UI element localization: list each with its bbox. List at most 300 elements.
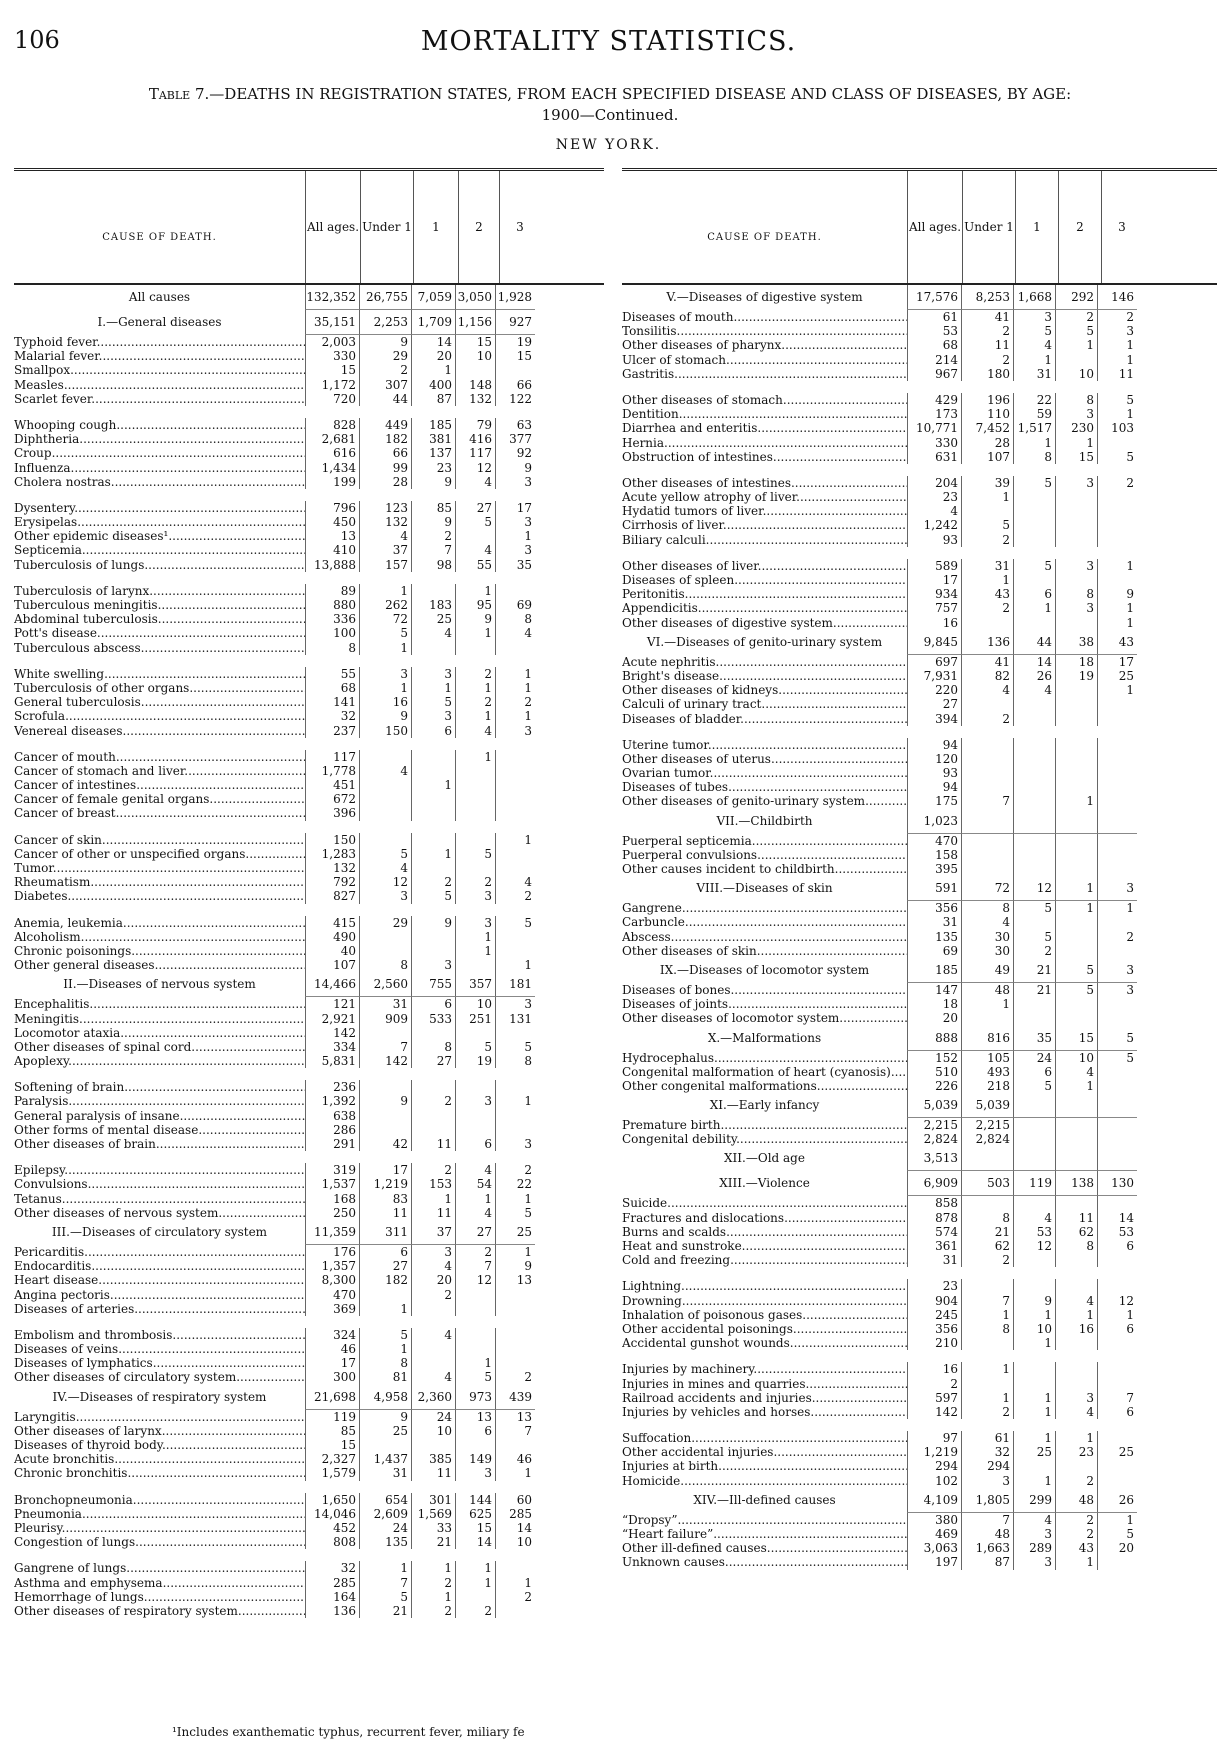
all-ages-cell: 394 [907,712,961,726]
table-row [14,1342,604,1356]
left-col-all-ages: All ages. [305,171,360,283]
age1-cell: 35 [1013,1026,1055,1051]
table-row [14,446,604,460]
all-ages-cell: 1,392 [305,1094,359,1108]
under1-cell: 31 [359,997,411,1011]
age3-cell [1097,1079,1137,1093]
age2-cell: 14 [455,1535,495,1549]
age1-cell: 21 [1013,983,1055,997]
age3-cell: 5 [1097,1527,1137,1541]
age1-cell: 5 [1013,930,1055,944]
age3-cell: 15 [495,349,535,363]
table-row [14,1288,604,1302]
under1-cell [961,1336,1013,1350]
table-row [622,944,1217,958]
all-ages-cell: 85 [305,1424,359,1438]
cause-name: Acute yellow atrophy of liver ..... [622,490,907,504]
age2-cell: 1 [1055,901,1097,915]
under1-cell: 449 [359,418,411,432]
class-total-row [14,1385,604,1410]
age2-cell [1055,353,1097,367]
under1-cell: 61 [961,1431,1013,1445]
under1-cell [359,1288,411,1302]
age1-cell [1013,809,1055,834]
cause-name: Septicemia ..... [14,543,305,557]
left-col-age1: 1 [413,171,458,283]
all-ages-cell: 888 [907,1026,961,1051]
cause-name: Other accidental poisonings ..... [622,1322,907,1336]
age1-cell [1013,780,1055,794]
table-row [14,501,604,515]
all-ages-cell: 1,283 [305,847,359,861]
cause-name: Burns and scalds ..... [622,1225,907,1239]
age1-cell: 6 [411,724,455,738]
age3-cell: 5 [495,1206,535,1220]
age2-cell: 79 [455,418,495,432]
cause-name: Other diseases of stomach ..... [622,393,907,407]
cause-name: Obstruction of intestines ..... [622,450,907,464]
under1-cell: 8 [961,1322,1013,1336]
under1-cell: 2,609 [359,1507,411,1521]
table-row [14,847,604,861]
age2-cell [1055,780,1097,794]
age2-cell: 2 [455,1245,495,1259]
age1-cell [411,641,455,655]
under1-cell: 7,452 [961,421,1013,435]
under1-cell [961,834,1013,848]
age3-cell: 8 [495,1054,535,1068]
cause-name: Congenital debility ..... [622,1132,907,1146]
cause-name: Other diseases of digestive system ..... [622,616,907,630]
age3-cell: 7 [1097,1391,1137,1405]
under1-cell: 1 [961,997,1013,1011]
class-total-row [622,630,1217,655]
all-ages-cell: 1,537 [305,1177,359,1191]
all-ages-cell: 8 [305,641,359,655]
under1-cell: 66 [359,446,411,460]
age3-cell: 20 [1097,1541,1137,1555]
age3-cell [495,1080,535,1094]
table-row [14,806,604,820]
all-ages-cell: 119 [305,1410,359,1424]
age3-cell: 2 [495,1590,535,1604]
table-title-text: —DEATHS IN REGISTRATION STATES, FROM EACH SPECIFIED DISEASE AND CLASS OF DISEASES, BY AGE: [209,85,1072,103]
cause-name: Other forms of mental disease ..... [14,1123,305,1137]
age3-cell [1097,944,1137,958]
table-row [622,1239,1217,1253]
cause-name: Tetanus ..... [14,1192,305,1206]
all-ages-cell: 40 [305,944,359,958]
table-row [14,764,604,778]
all-ages-cell: 7,931 [907,669,961,683]
all-ages-cell: 361 [907,1239,961,1253]
under1-cell [961,780,1013,794]
under1-cell: 32 [961,1445,1013,1459]
age3-cell [1097,752,1137,766]
cause-name: Biliary calculi ..... [622,533,907,547]
age2-cell: 3 [455,916,495,930]
age1-cell [411,1342,455,1356]
age2-cell: 625 [455,1507,495,1521]
age2-cell [1055,504,1097,518]
under1-cell: 5 [359,626,411,640]
cause-name: Injuries at birth ..... [622,1459,907,1473]
all-ages-cell: 616 [305,446,359,460]
all-ages-cell: 967 [907,367,961,381]
table-row [622,1196,1217,1210]
under1-cell: 72 [359,612,411,626]
all-ages-cell: 31 [907,915,961,929]
age1-cell: 5 [1013,559,1055,573]
all-ages-cell: 23 [907,490,961,504]
under1-cell: 2 [961,324,1013,338]
under1-cell: 9 [359,709,411,723]
class-total-row [14,972,604,997]
all-ages-cell: 136 [305,1604,359,1618]
age2-cell: 4 [455,724,495,738]
age3-cell: 439 [495,1385,535,1410]
age1-cell: 3 [411,1245,455,1259]
under1-cell: 307 [359,378,411,392]
all-ages-cell: 878 [907,1211,961,1225]
age1-cell: 33 [411,1521,455,1535]
age3-cell [1097,1011,1137,1025]
age1-cell: 24 [411,1410,455,1424]
table-row [622,436,1217,450]
table-row [14,709,604,723]
age3-cell [495,1604,535,1618]
all-ages-cell: 15 [305,363,359,377]
all-ages-cell: 53 [907,324,961,338]
all-ages-cell: 757 [907,601,961,615]
cause-name: Other diseases of liver ..... [622,559,907,573]
under1-cell: 2,824 [961,1132,1013,1146]
table-row [14,641,604,655]
table-row [14,1521,604,1535]
cause-name: Uterine tumor ..... [622,738,907,752]
age1-cell: 1 [1013,353,1055,367]
age1-cell: 26 [1013,669,1055,683]
under1-cell [961,1196,1013,1210]
age2-cell [1055,1093,1097,1118]
age2-cell [1055,930,1097,944]
row-gap [14,489,604,501]
age1-cell: 5 [1013,1079,1055,1093]
age3-cell: 46 [495,1452,535,1466]
age1-cell: 85 [411,501,455,515]
age1-cell [1013,1146,1055,1171]
cause-name: Locomotor ataxia ..... [14,1026,305,1040]
age1-cell: 183 [411,598,455,612]
cause-name: Diseases of veins ..... [14,1342,305,1356]
cause-name: Diseases of tubes ..... [622,780,907,794]
table-row [14,543,604,557]
all-ages-cell: 631 [907,450,961,464]
age3-cell: 3 [495,997,535,1011]
table-row [622,930,1217,944]
all-ages-cell: 597 [907,1391,961,1405]
age2-cell [455,1288,495,1302]
age1-cell: 5 [1013,476,1055,490]
age1-cell [411,833,455,847]
cause-name: Tuberculosis of other organs ..... [14,681,305,695]
table-row [622,752,1217,766]
age3-cell: 14 [495,1521,535,1535]
age3-cell [1097,504,1137,518]
under1-cell: 2 [961,353,1013,367]
age1-cell [411,1302,455,1316]
age2-cell [1055,573,1097,587]
age1-cell: 10 [1013,1322,1055,1336]
cause-name: Other congenital malformations ..... [622,1079,907,1093]
row-gap [622,1419,1217,1431]
table-row [14,1192,604,1206]
all-ages-cell: 135 [907,930,961,944]
table-row [14,612,604,626]
age2-cell: 1 [455,681,495,695]
all-ages-cell: 69 [907,944,961,958]
table-row [622,338,1217,352]
table-row [622,1405,1217,1419]
age1-cell: 400 [411,378,455,392]
table-row [14,889,604,903]
all-ages-cell: 1,357 [305,1259,359,1273]
left-col-under1: Under 1 [360,171,413,283]
all-ages-cell: 356 [907,901,961,915]
cause-name: XIV.—Ill-defined causes [693,1492,836,1507]
table-row [622,834,1217,848]
age1-cell: 3 [1013,1527,1055,1541]
age3-cell: 3 [495,515,535,529]
cause-name: Softening of brain ..... [14,1080,305,1094]
all-ages-cell: 591 [907,876,961,901]
cause-name: Railroad accidents and injuries ..... [622,1391,907,1405]
age1-cell [1013,518,1055,532]
age3-cell [1097,1279,1137,1293]
row-gap [14,1151,604,1163]
table-row [622,407,1217,421]
age3-cell: 1 [1097,616,1137,630]
all-ages-cell: 1,242 [907,518,961,532]
row-gap [622,547,1217,559]
age2-cell [1055,518,1097,532]
all-ages-cell: 68 [907,338,961,352]
age2-cell: 15 [455,1521,495,1535]
cause-name: Heat and sunstroke ..... [622,1239,907,1253]
age3-cell [1097,738,1137,752]
table-row [622,616,1217,630]
age3-cell: 9 [495,461,535,475]
all-ages-cell: 132,352 [305,285,359,310]
right-table-body [622,285,1217,1570]
all-ages-cell: 93 [907,533,961,547]
age2-cell: 2 [455,667,495,681]
age1-cell: 24 [1013,1051,1055,1065]
under1-cell: 30 [961,944,1013,958]
all-ages-cell: 210 [907,1336,961,1350]
cause-name: Diseases of joints ..... [622,997,907,1011]
age3-cell [1097,1555,1137,1569]
all-ages-cell: 97 [907,1431,961,1445]
row-gap [14,655,604,667]
cause-name: Tuberculous abscess ..... [14,641,305,655]
under1-cell [961,616,1013,630]
all-ages-cell: 236 [305,1080,359,1094]
age1-cell [1013,616,1055,630]
all-ages-cell: 173 [907,407,961,421]
age1-cell: 1 [1013,1405,1055,1419]
age1-cell: 8 [411,1040,455,1054]
table-row [14,1080,604,1094]
all-ages-cell: 204 [907,476,961,490]
age3-cell: 1 [495,1192,535,1206]
age2-cell: 357 [455,972,495,997]
age2-cell [1055,915,1097,929]
all-ages-cell: 23 [907,1279,961,1293]
age3-cell: 1 [1097,353,1137,367]
table-row [622,1051,1217,1065]
age3-cell: 17 [1097,655,1137,669]
age3-cell: 3 [495,475,535,489]
age1-cell: 137 [411,446,455,460]
table-row [622,738,1217,752]
under1-cell: 1 [359,584,411,598]
age2-cell: 2 [1055,310,1097,324]
age2-cell: 10 [1055,367,1097,381]
age1-cell: 9 [411,475,455,489]
age1-cell [411,584,455,598]
age1-cell: 3 [411,958,455,972]
table-row [14,1438,604,1452]
all-ages-cell: 6,909 [907,1171,961,1196]
age2-cell: 3 [455,889,495,903]
age3-cell [495,1302,535,1316]
table-row [14,1137,604,1151]
age3-cell: 1 [495,529,535,543]
table-row [14,667,604,681]
age3-cell [1097,997,1137,1011]
age3-cell: 1 [1097,338,1137,352]
age2-cell [1055,1336,1097,1350]
all-ages-cell: 55 [305,667,359,681]
age2-cell [455,1123,495,1137]
age3-cell: 25 [1097,669,1137,683]
cause-name: Injuries in mines and quarries ..... [622,1377,907,1391]
age3-cell: 6 [1097,1405,1137,1419]
table-row [14,392,604,406]
all-ages-cell: 142 [305,1026,359,1040]
cause-name: Suffocation ..... [622,1431,907,1445]
under1-cell: 25 [359,1424,411,1438]
age2-cell: 3 [1055,407,1097,421]
all-ages-cell: 14,046 [305,1507,359,1521]
age2-cell: 2 [1055,1474,1097,1488]
cause-name: Pericarditis ..... [14,1245,305,1259]
age3-cell: 6 [1097,1239,1137,1253]
table-row [14,944,604,958]
table-row [622,712,1217,726]
cause-name: Diseases of spleen ..... [622,573,907,587]
under1-cell: 1 [961,1362,1013,1376]
under1-cell: 87 [961,1555,1013,1569]
cause-name: Hydrocephalus ..... [622,1051,907,1065]
age1-cell: 12 [1013,1239,1055,1253]
cause-name: Gastritis ..... [622,367,907,381]
age2-cell: 27 [455,1220,495,1245]
table-row [14,750,604,764]
all-ages-cell: 17,576 [907,285,961,310]
all-ages-cell: 9,845 [907,630,961,655]
under1-cell: 136 [961,630,1013,655]
age1-cell [411,930,455,944]
cause-name: Other diseases of intestines ..... [622,476,907,490]
age3-cell: 5 [495,916,535,930]
age1-cell: 5 [411,695,455,709]
age2-cell: 4 [455,1163,495,1177]
age1-cell: 153 [411,1177,455,1191]
age1-cell: 2 [411,1163,455,1177]
under1-cell [961,862,1013,876]
cause-name: Carbuncle ..... [622,915,907,929]
age2-cell [1055,809,1097,834]
class-total-row [622,958,1217,983]
age2-cell: 1 [1055,1431,1097,1445]
under1-cell: 2 [961,601,1013,615]
all-ages-cell: 150 [305,833,359,847]
age2-cell [455,1109,495,1123]
age3-cell: 2 [495,695,535,709]
age1-cell: 7 [411,543,455,557]
age2-cell: 1 [455,1561,495,1575]
age3-cell [1097,1093,1137,1118]
age1-cell: 53 [1013,1225,1055,1239]
cause-name: Other diseases of nervous system ..... [14,1206,305,1220]
age2-cell: 1 [455,1356,495,1370]
age2-cell: 148 [455,378,495,392]
age3-cell: 1 [1097,407,1137,421]
row-gap [622,381,1217,393]
age1-cell: 6 [1013,1065,1055,1079]
table-row [14,515,604,529]
under1-cell [359,1109,411,1123]
cause-name: Other causes incident to childbirth ..... [622,862,907,876]
all-ages-cell: 164 [305,1590,359,1604]
under1-cell: 311 [359,1220,411,1245]
age3-cell: 3 [495,543,535,557]
age1-cell: 4 [411,626,455,640]
age3-cell: 181 [495,972,535,997]
age2-cell: 6 [455,1424,495,1438]
table-row [622,794,1217,808]
age3-cell: 7 [495,1424,535,1438]
age2-cell: 4 [1055,1065,1097,1079]
age3-cell [1097,1146,1137,1171]
table-row [622,915,1217,929]
all-ages-cell: 13 [305,529,359,543]
age2-cell [455,778,495,792]
all-ages-cell: 142 [907,1405,961,1419]
all-ages-cell: 3,513 [907,1146,961,1171]
table-row [622,669,1217,683]
all-ages-cell: 395 [907,862,961,876]
all-ages-cell: 176 [305,1245,359,1259]
table-row [622,1308,1217,1322]
cause-name: Lightning ..... [622,1279,907,1293]
cause-name: Tuberculous meningitis ..... [14,598,305,612]
table-row [14,626,604,640]
age1-cell [1013,1118,1055,1132]
cause-name: Influenza ..... [14,461,305,475]
